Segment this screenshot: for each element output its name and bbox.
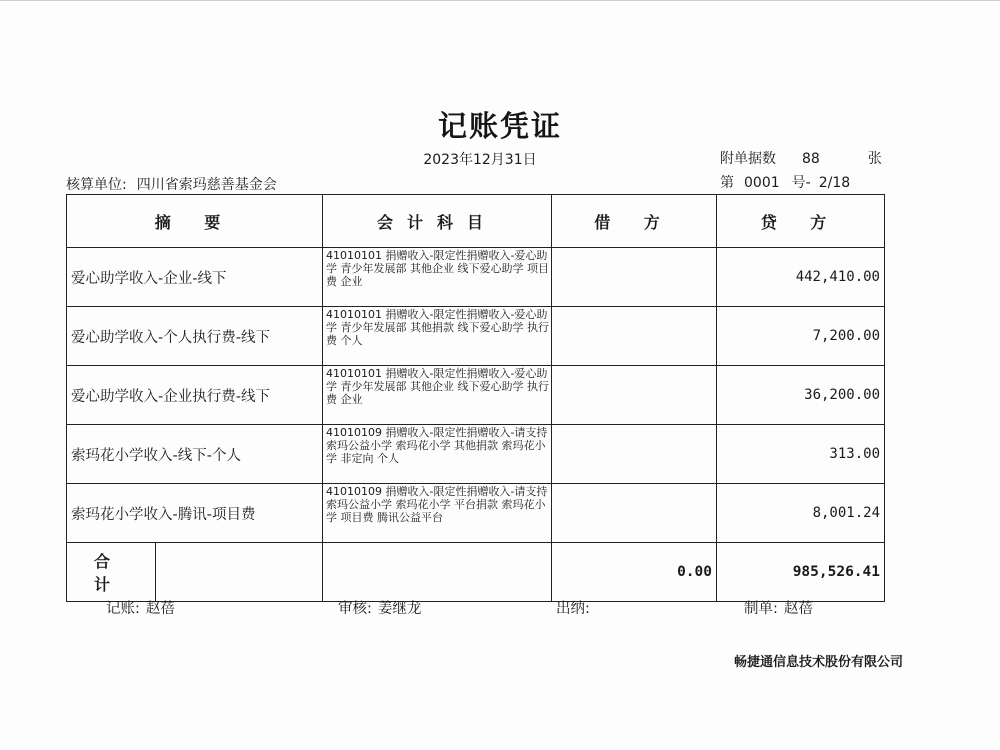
row-account: 41010109 捐赠收入-限定性捐赠收入-请支持索玛公益小学 索玛花小学 平台捐款 索玛花小学 项目费 腾讯公益平台 (323, 484, 552, 543)
preparer-name: 赵蓓 (783, 601, 813, 617)
voucher-date: 2023年12月31日 (423, 152, 537, 168)
header-debit: 借 方 (552, 195, 717, 248)
reviewer-label: 审核: (338, 601, 372, 617)
row-debit (552, 484, 717, 543)
total-credit: 985,526.41 (717, 543, 885, 602)
attachments-unit: 张 (867, 151, 882, 167)
voucher-page: 2/18 (818, 175, 851, 191)
bookkeeper-name: 赵蓓 (145, 601, 175, 617)
row-credit: 442,410.00 (717, 248, 885, 307)
bookkeeper (106, 597, 175, 618)
attachments-count: 88 (802, 151, 820, 167)
voucher-number-prefix: 第 (720, 175, 734, 191)
table-row (67, 307, 885, 366)
attachments-label: 附单据数 (720, 151, 776, 167)
row-credit: 7,200.00 (717, 307, 885, 366)
accounting-unit-value: 四川省索玛慈善基金会 (136, 177, 277, 193)
table-row (67, 366, 885, 425)
cashier-label: 出纳: (556, 601, 590, 617)
row-credit: 8,001.24 (717, 484, 885, 543)
reviewer (338, 597, 421, 618)
row-account: 41010109 捐赠收入-限定性捐赠收入-请支持索玛公益小学 索玛花小学 其他捐款 索玛花小学 非定向 个人 (323, 425, 552, 484)
reviewer-name: 姜继龙 (377, 601, 422, 617)
voucher-number (720, 172, 850, 192)
table-header-row (67, 195, 885, 248)
row-account: 41010101 捐赠收入-限定性捐赠收入-爱心助学 青少年发展部 其他企业 线下爱心助学 项目费 企业 (323, 248, 552, 307)
voucher-title: 记账凭证 (437, 109, 562, 143)
header-credit: 贷 方 (717, 195, 885, 248)
row-account: 41010101 捐赠收入-限定性捐赠收入-爱心助学 青少年发展部 其他企业 线下爱心助学 执行费 企业 (323, 366, 552, 425)
table-row (67, 425, 885, 484)
header-summary: 摘 要 (67, 195, 323, 248)
row-summary: 索玛花小学收入-腾讯-项目费 (67, 484, 323, 543)
voucher-number-value: 0001 (744, 175, 780, 191)
table-row (67, 484, 885, 543)
cashier (556, 597, 596, 618)
software-company: 畅捷通信息技术股份有限公司 (734, 655, 904, 670)
accounting-unit-label: 核算单位: (66, 177, 127, 193)
row-account: 41010101 捐赠收入-限定性捐赠收入-爱心助学 青少年发展部 其他捐款 线下爱心助学 执行费 个人 (323, 307, 552, 366)
row-debit (552, 248, 717, 307)
total-row (67, 543, 885, 602)
preparer (744, 597, 813, 618)
total-label-cell (67, 543, 323, 602)
attachments-info (720, 148, 882, 168)
header-account: 会计科目 (323, 195, 552, 248)
total-label: 合 计 (67, 543, 156, 601)
row-summary: 爱心助学收入-企业执行费-线下 (67, 366, 323, 425)
preparer-label: 制单: (744, 601, 778, 617)
scan-edge-line (0, 0, 1000, 1)
voucher-table (66, 194, 885, 602)
bookkeeper-label: 记账: (106, 601, 140, 617)
row-summary: 爱心助学收入-个人执行费-线下 (67, 307, 323, 366)
table-row (67, 248, 885, 307)
voucher-number-hao: 号- (791, 175, 811, 191)
accounting-unit (66, 174, 277, 194)
row-credit: 313.00 (717, 425, 885, 484)
total-account-cell (323, 543, 552, 602)
total-debit: 0.00 (552, 543, 717, 602)
row-summary: 索玛花小学收入-线下-个人 (67, 425, 323, 484)
row-debit (552, 307, 717, 366)
row-summary: 爱心助学收入-企业-线下 (67, 248, 323, 307)
row-credit: 36,200.00 (717, 366, 885, 425)
row-debit (552, 366, 717, 425)
row-debit (552, 425, 717, 484)
